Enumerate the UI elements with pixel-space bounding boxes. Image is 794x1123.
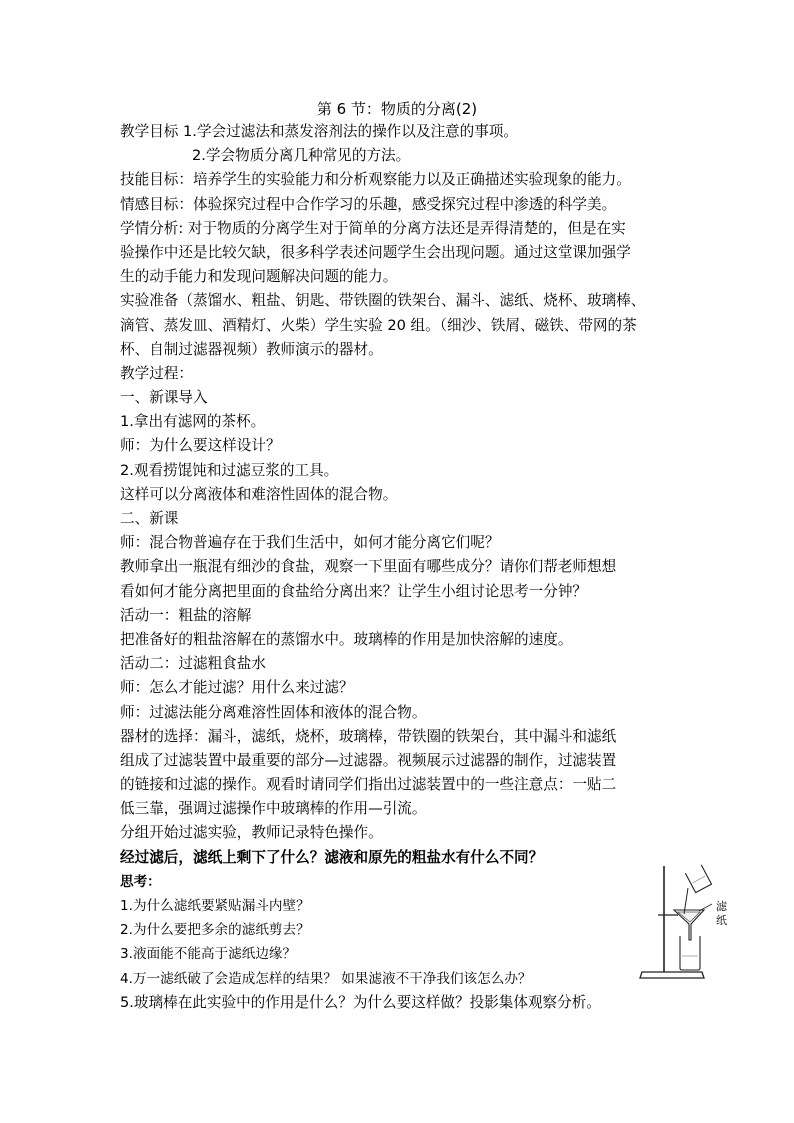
text-line: 2.学会物质分离几种常见的方法。 [192,147,411,165]
text-line: 低三靠，强调过滤操作中玻璃棒的作用—引流。 [120,800,427,818]
text-line: 情感目标：体验探究过程中合作学习的乐趣，感受探究过程中渗透的科学美。 [120,195,617,213]
section-heading: 二、新课 [120,510,179,527]
text-line: 分组开始过滤实验，教师记录特色操作。 [120,824,383,842]
pouring-beaker [685,865,711,893]
text-line: 验操作中还是比较欠缺，很多科学表述问题学生会出现问题。通过这堂课加强学 [120,243,631,261]
stand-base [640,972,704,978]
text-line: 师：为什么要这样设计？ [120,437,281,455]
question-item: 5.玻璃棒在此实验中的作用是什么？为什么要这样做？投影集体观察分析。 [120,993,601,1011]
text-line: 这样可以分离液体和难溶性固体的混合物。 [120,485,398,503]
text-line: 2.观看捞馄饨和过滤豆浆的工具。 [120,461,339,479]
text-line: 教师拿出一瓶混有细沙的食盐，观察一下里面有哪些成分？请你们帮老师想想 [120,558,617,576]
bold-question: 经过滤后，滤纸上剩下了什么？滤液和原先的粗盐水有什么不同？ [120,848,544,866]
text-line: 的链接和过滤的操作。观看时请同学们指出过滤装置中的一些注意点：一贴二 [120,776,617,794]
question-item: 4.万一滤纸破了会造成怎样的结果？ 如果滤液不干净我们该怎么办？ [120,970,532,987]
receiving-beaker [680,936,700,970]
activity-heading: 活动二：过滤粗食盐水 [120,655,266,673]
document-body [120,120,680,1015]
document-title: 第 6 节：物质的分离(2) [316,100,478,118]
label-pointer [699,904,712,911]
section-heading: 一、新课导入 [120,389,208,407]
text-line: 杯、自制过滤器视频）教师演示的器材。 [120,340,383,358]
text-line: 把准备好的粗盐溶解在的蒸馏水中。玻璃棒的作用是加快溶解的速度。 [120,630,573,648]
text-line: 技能目标：培养学生的实验能力和分析观察能力以及正确描述实验现象的能力。 [120,171,631,189]
text-line: 器材的选择：漏斗，滤纸，烧杯，玻璃棒，带铁圈的铁架台，其中漏斗和滤纸 [120,727,617,745]
question-item: 2.为什么要把多余的滤纸剪去？ [120,922,310,939]
text-line: 师：怎么才能过滤？用什么来过滤？ [120,679,354,697]
text-line: 组成了过滤装置中最重要的部分—过滤器。视频展示过滤器的制作，过滤装置 [120,751,617,769]
text-line: 滴管、蒸发皿、酒精灯、火柴）学生实验 20 组。（细沙、铁屑、磁铁、带网的茶 [120,316,637,334]
text-line: 生的动手能力和发现问题解决问题的能力。 [120,268,398,286]
text-line: 师：过滤法能分离难溶性固体和液体的混合物。 [120,703,427,721]
activity-heading: 活动一：粗盐的溶解 [120,606,252,624]
text-line: 实验准备（蒸馏水、粗盐、钥匙、带铁圈的铁架台、漏斗、滤纸、烧杯、玻璃棒、 [120,292,646,310]
text-line: 教学过程： [120,364,193,382]
filtration-apparatus-figure [636,864,736,984]
text-line: 教学目标 1.学会过滤法和蒸发溶剂法的操作以及注意的事项。 [120,123,519,140]
text-line: 学情分析: 对于物质的分离学生对于简单的分离方法还是弄得清楚的，但是在实 [120,219,626,237]
think-heading: 思考： [120,873,161,890]
question-item: 3.液面能不能高于滤纸边缘？ [120,946,297,963]
text-line: 1.拿出有滤网的茶杯。 [120,413,266,431]
filter-paper-label-1: 滤 [716,900,727,913]
question-item: 1.为什么滤纸要紧贴漏斗内壁？ [120,898,310,914]
text-line: 看如何才能分离把里面的食盐给分离出来？让学生小组讨论思考一分钟？ [120,582,588,600]
text-line: 师：混合物普遍存在于我们生活中，如何才能分离它们呢？ [120,534,500,552]
filter-paper-label-2: 纸 [716,914,727,927]
